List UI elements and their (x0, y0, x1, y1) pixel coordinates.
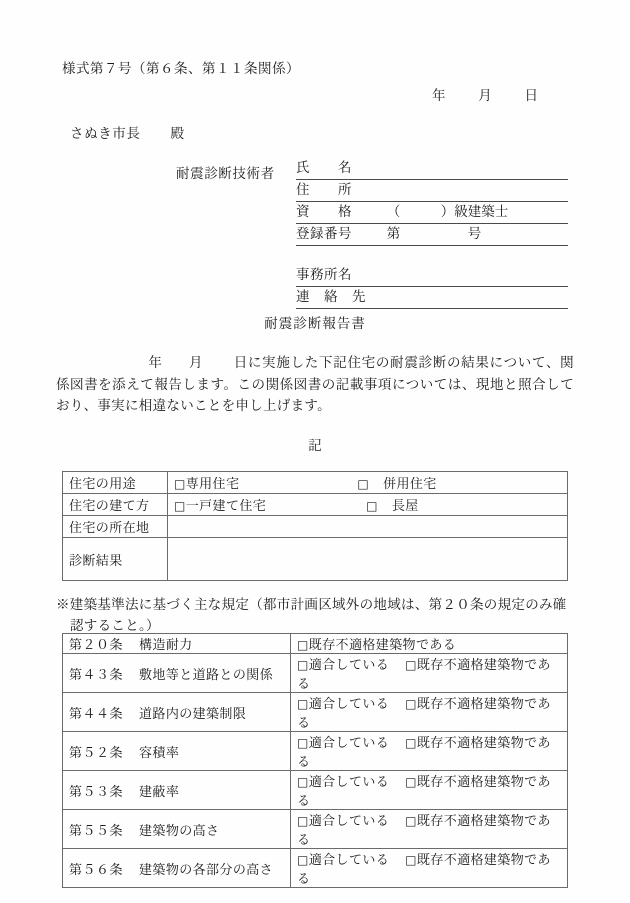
regulation-note-line1: ※建築基準法に基づく主な規定（都市計画区域外の地域は、第２０条の規定のみ確 (56, 597, 567, 612)
building-standards-table (62, 633, 568, 888)
signature-label-address: 住 所 (296, 182, 352, 197)
table-row (63, 654, 568, 693)
label-article-56-conforming: 適合している (308, 852, 390, 867)
body-month-label: 月 (188, 355, 204, 370)
checkbox-article-20-nonconforming[interactable]: □ (297, 638, 309, 652)
label-article-55-conforming: 適合している (308, 813, 390, 828)
article-55-choices[interactable] (291, 810, 568, 849)
article-53-choices[interactable] (291, 771, 568, 810)
signature-label-qualification: 資 格 (296, 204, 352, 219)
article-44-choices[interactable] (291, 693, 568, 732)
table-row (63, 849, 568, 888)
label-article-53-nonconforming: 既存不適格建築物である (297, 774, 551, 808)
label-article-43-conforming: 適合している (308, 657, 390, 672)
dwelling-info-table (62, 471, 568, 581)
regulation-note (56, 594, 574, 636)
article-20-number: 第２０条 (69, 637, 124, 652)
signature-qualification-suffix: （ ）級建築士 (386, 204, 509, 219)
table-row (63, 732, 568, 771)
date-month-label: 月 (478, 88, 492, 103)
article-52-number: 第５２条 (69, 744, 124, 760)
checkbox-article-55-conforming[interactable]: □ (297, 814, 309, 828)
article-52-choices[interactable] (291, 732, 568, 771)
report-title: 耐震診断報告書 (264, 316, 366, 331)
checkbox-article-44-conforming[interactable]: □ (297, 697, 309, 711)
body-paragraph (56, 352, 574, 417)
table-row (63, 810, 568, 849)
checkbox-row-house[interactable]: □ (366, 499, 378, 513)
label-article-20-nonconforming: 既存不適格建築物である (308, 637, 457, 652)
label-article-53-conforming: 適合している (308, 774, 390, 789)
date-year-label: 年 (432, 88, 446, 103)
article-43-number: 第４３条 (69, 666, 124, 682)
label-detached-house: 一戸建て住宅 (185, 498, 267, 513)
article-56-name: 建築物の各部分の高さ (139, 861, 274, 877)
checkbox-article-43-nonconforming[interactable]: □ (405, 658, 417, 672)
dwelling-type-options[interactable] (168, 494, 568, 516)
checkbox-article-43-conforming[interactable]: □ (297, 658, 309, 672)
table-row (63, 494, 568, 516)
signature-field-office[interactable] (296, 265, 568, 287)
article-43-cell (63, 654, 291, 693)
table-row (63, 771, 568, 810)
label-article-56-nonconforming: 既存不適格建築物である (297, 852, 551, 886)
article-56-number: 第５６条 (69, 861, 124, 877)
signature-label-office: 事務所名 (296, 267, 352, 282)
date-day-label: 日 (524, 88, 538, 103)
label-article-43-nonconforming: 既存不適格建築物である (297, 657, 551, 691)
signature-registration-suffix: 第 号 (386, 226, 482, 241)
article-44-number: 第４４条 (69, 705, 124, 721)
signature-field-qualification[interactable] (296, 202, 568, 224)
body-line1-rest: 日に実施した下記住宅の耐震診断の結果について、関係図 (56, 355, 574, 392)
addressee-honorific: 殿 (170, 126, 185, 141)
diagnosis-result-input[interactable] (168, 538, 568, 581)
checkbox-detached-house[interactable]: □ (174, 499, 186, 513)
label-article-44-conforming: 適合している (308, 696, 390, 711)
article-43-choices[interactable] (291, 654, 568, 693)
dwelling-location-input[interactable] (168, 516, 568, 538)
article-20-cell (63, 634, 291, 654)
dwelling-use-label: 住宅の用途 (63, 472, 168, 494)
label-article-52-nonconforming: 既存不適格建築物である (297, 735, 551, 769)
label-article-52-conforming: 適合している (308, 735, 390, 750)
label-mixed-use-dwelling: 併用住宅 (383, 476, 437, 491)
checkbox-article-52-nonconforming[interactable]: □ (405, 736, 417, 750)
table-row (63, 472, 568, 494)
label-exclusive-dwelling: 専用住宅 (185, 476, 240, 491)
addressee-name: さぬき市長 (70, 126, 141, 141)
article-53-name: 建蔽率 (139, 783, 180, 799)
signature-spacer (296, 246, 568, 265)
checkbox-article-56-nonconforming[interactable]: □ (405, 853, 417, 867)
article-53-number: 第５３条 (69, 783, 124, 799)
label-row-house: 長屋 (391, 498, 419, 513)
addressee-line (70, 122, 185, 142)
ki-marker: 記 (308, 438, 322, 453)
diagnosis-result-label: 診断結果 (63, 538, 168, 581)
article-55-cell (63, 810, 291, 849)
dwelling-use-options[interactable] (168, 472, 568, 494)
signature-field-list (296, 158, 568, 309)
table-row (63, 634, 568, 654)
checkbox-article-55-nonconforming[interactable]: □ (405, 814, 417, 828)
body-year-label: 年 (148, 355, 163, 370)
dwelling-type-label: 住宅の建て方 (63, 494, 168, 516)
checkbox-article-56-conforming[interactable]: □ (297, 853, 309, 867)
dwelling-location-label: 住宅の所在地 (63, 516, 168, 538)
article-20-name: 構造耐力 (139, 637, 193, 652)
article-55-number: 第５５条 (69, 822, 124, 838)
checkbox-article-44-nonconforming[interactable]: □ (405, 697, 417, 711)
label-article-55-nonconforming: 既存不適格建築物である (297, 813, 551, 847)
checkbox-mixed-use-dwelling[interactable]: □ (357, 477, 370, 491)
signature-field-registration[interactable] (296, 224, 568, 246)
signature-label-name: 氏 名 (296, 160, 352, 175)
article-43-name: 敷地等と道路との関係 (139, 666, 274, 682)
article-55-name: 建築物の高さ (139, 822, 220, 838)
signature-field-address[interactable] (296, 180, 568, 202)
label-article-44-nonconforming: 既存不適格建築物である (297, 696, 551, 730)
date-line-top (432, 84, 538, 104)
article-56-cell (63, 849, 291, 888)
article-52-name: 容積率 (139, 744, 180, 760)
checkbox-article-53-nonconforming[interactable]: □ (405, 775, 417, 789)
article-53-cell (63, 771, 291, 810)
article-56-choices[interactable] (291, 849, 568, 888)
signature-role-label: 耐震診断技術者 (176, 166, 275, 181)
signature-field-name[interactable] (296, 158, 568, 180)
signature-field-contact[interactable] (296, 287, 568, 309)
article-20-choices[interactable] (291, 634, 568, 654)
body-line3: 事実に相違ないことを申し上げます。 (97, 398, 331, 413)
checkbox-article-52-conforming[interactable]: □ (297, 736, 309, 750)
checkbox-exclusive-dwelling[interactable]: □ (174, 477, 186, 491)
table-row (63, 538, 568, 581)
signature-label-registration: 登録番号 (296, 226, 352, 241)
regulation-note-line2: 認すること。） (70, 618, 160, 633)
article-44-name: 道路内の建築制限 (139, 705, 247, 721)
article-52-cell (63, 732, 291, 771)
signature-label-contact: 連 絡 先 (296, 289, 366, 304)
body-line2: 書を添えて報告します。この関係図書の記載事項については、現地と照合しており、 (56, 376, 574, 413)
form-number-heading: 様式第７号（第６条、第１１条関係） (62, 61, 300, 76)
checkbox-article-53-conforming[interactable]: □ (297, 775, 309, 789)
table-row (63, 693, 568, 732)
table-row (63, 516, 568, 538)
article-44-cell (63, 693, 291, 732)
